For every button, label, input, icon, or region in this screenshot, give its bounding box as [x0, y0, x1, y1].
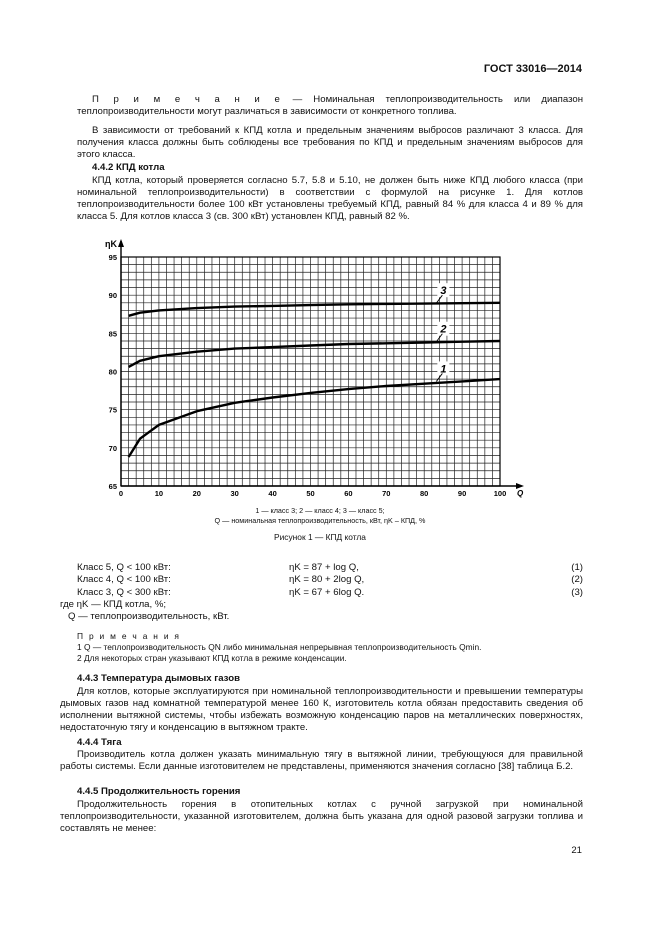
figure-legend-line2: Q — номинальная теплопроизводительность, кВт, ηK – КПД, % — [214, 516, 426, 525]
formula-expression: ηK = 80 + 2log Q, — [289, 574, 365, 585]
paragraph-classes: В зависимости от требований к КПД котла и предельным значениям выбросов различают 3 класса. Для получения класса должны быть соблюдены все требования по КПД и предельным значениям выбросов для этого класса. — [77, 125, 583, 160]
formula-label: Класс 3, Q < 300 кВт: — [77, 587, 171, 598]
chart-ticks — [105, 239, 524, 498]
section-title-4-4-2: 4.4.2 КПД котла — [92, 162, 165, 173]
y-axis-arrow — [118, 239, 124, 247]
notes-label: П р и м е ч а н и я — [77, 631, 181, 641]
section-title-4-4-4: 4.4.4 Тяга — [77, 737, 122, 748]
formula-expression: ηK = 67 + 6log Q. — [289, 587, 365, 598]
chart-labels — [436, 283, 449, 381]
formula-number: (1) — [571, 562, 583, 573]
y-tick-label: 75 — [108, 405, 117, 415]
y-tick-label: 95 — [108, 253, 117, 262]
x-tick-label: 20 — [192, 489, 201, 498]
note-item-1: 1 Q — теплопроизводительность QN либо минимальная непрерывная теплопроизводительность Qmin. — [77, 642, 482, 652]
section-text-4-4-2: КПД котла, который проверяется согласно 5.7, 5.8 и 5.10, не должен быть ниже КПД любого класса (при номинальной теплопроизводительности) в соответствии с формулой на рисунке 1. Для котлов теплопроизводительности более 100 кВт установлены требуемый КПД, равный 84 % для класса 4 и 89 % для класса 5. Для котлов класса 3 (св. 300 кВт) установлен КПД, равный 82 %. — [77, 175, 583, 222]
note-label: П р и м е ч а н и е — [92, 94, 282, 105]
section-text-4-4-3: Для котлов, которые эксплуатируются при номинальной теплопроизводительности и превышении температуры дымовых газов над комнатной температурой менее 160 К, изготовитель котла обязан предоставить сведения об исполнении вытяжной системы, чтобы избежать возможную конденсацию паров на металлических поверхностях, недостаточную тягу и конденсацию в вытяжном тракте. — [60, 686, 583, 733]
document-header: ГОСТ 33016—2014 — [483, 63, 582, 75]
section-title-4-4-3: 4.4.3 Температура дымовых газов — [77, 673, 240, 684]
formula-label: Класс 4, Q < 100 кВт: — [77, 574, 171, 585]
formula-row — [77, 587, 583, 599]
series-line-3 — [129, 303, 500, 316]
note-block — [77, 94, 583, 118]
efficiency-chart — [95, 233, 535, 513]
y-tick-label: 85 — [108, 329, 117, 339]
formula-number: (3) — [571, 587, 583, 598]
x-tick-label: 90 — [457, 489, 467, 498]
y-tick-label: 65 — [108, 482, 117, 491]
x-tick-label: 70 — [382, 489, 391, 498]
section-text-4-4-4: Производитель котла должен указать минимальную тягу в вытяжной линии, требующуюся для правильной работы системы. Если данные изготовителем не представлены, применяются значения согласно [38] таблица Б.2. — [60, 749, 583, 772]
page-number: 21 — [571, 845, 582, 856]
x-tick-label: 0 — [118, 489, 124, 498]
note-text: — Номинальная теплопроизводительность или диапазон теплопроизводительности могут различаться в зависимости от конкретного топлива. — [77, 94, 583, 117]
formula-row — [77, 574, 583, 586]
series-label: 2 — [440, 323, 447, 336]
x-tick-label: 50 — [306, 489, 315, 498]
x-axis-label: Q — [517, 489, 524, 498]
y-tick-label: 90 — [108, 291, 117, 301]
formula-number: (2) — [571, 574, 583, 585]
x-tick-label: 60 — [344, 489, 353, 498]
formula-row — [77, 562, 583, 574]
y-tick-label: 80 — [108, 367, 117, 377]
series-label: 1 — [440, 363, 447, 376]
where-line1: где ηK — КПД котла, %; — [60, 599, 167, 610]
figure-title: Рисунок 1 — КПД котла — [274, 532, 366, 542]
x-tick-label: 30 — [230, 489, 239, 498]
section-title-4-4-5: 4.4.5 Продолжительность горения — [77, 786, 241, 797]
formula-label: Класс 5, Q < 100 кВт: — [77, 562, 171, 573]
x-tick-label: 10 — [154, 489, 164, 498]
series-line-1 — [129, 379, 500, 457]
where-line2: Q — теплопроизводительность, кВт. — [68, 611, 230, 622]
x-tick-label: 100 — [493, 489, 507, 498]
y-axis-label: ηK — [105, 239, 117, 249]
x-tick-label: 80 — [420, 489, 429, 498]
formula-expression: ηK = 87 + log Q, — [289, 562, 359, 573]
x-tick-label: 40 — [268, 489, 277, 498]
section-text-4-4-5: Продолжительность горения в отопительных котлах с ручной загрузкой при номинальной теплопроизводительности, указанной изготовителем, должна быть указана для одной разовой загрузки топлива и составлять не менее: — [60, 799, 583, 834]
figure-legend-line1: 1 — класс 3; 2 — класс 4; 3 — класс 5; — [255, 506, 385, 515]
y-tick-label: 70 — [108, 443, 117, 453]
series-label: 3 — [440, 285, 447, 298]
note-item-2: 2 Для некоторых стран указывают КПД котла в режиме конденсации. — [77, 653, 347, 663]
